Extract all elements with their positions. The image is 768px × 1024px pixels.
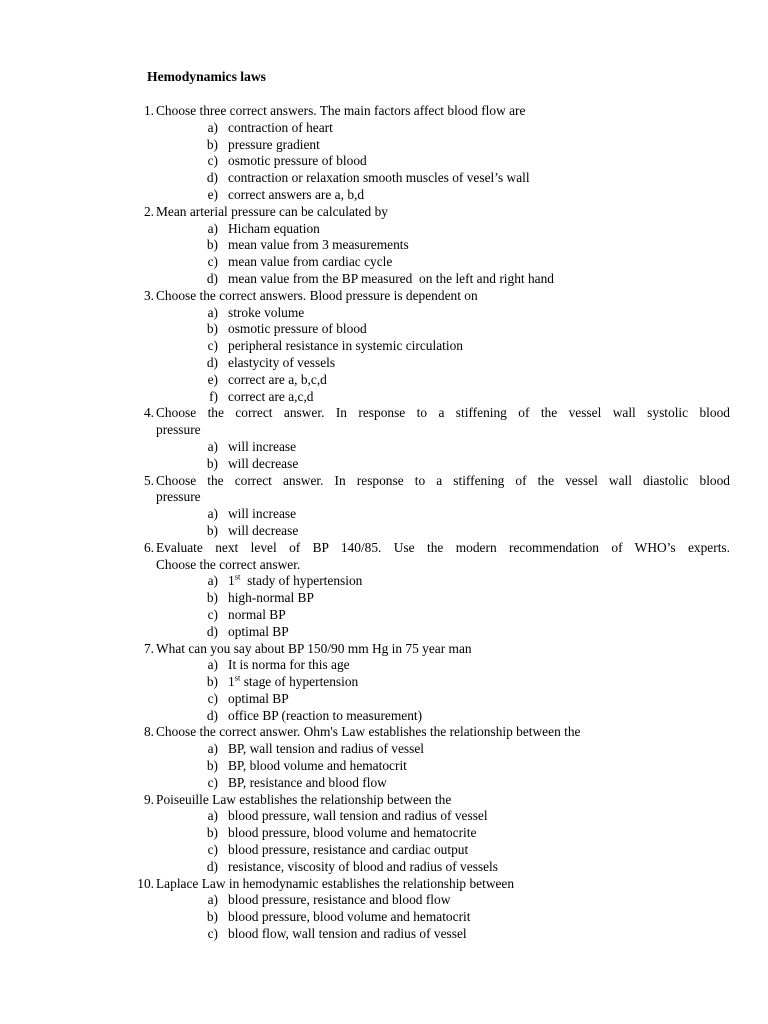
option-text: contraction of heart bbox=[228, 119, 333, 135]
option-letter: b) bbox=[206, 825, 218, 841]
option-letter: b) bbox=[206, 674, 218, 690]
option-text: blood pressure, blood volume and hematocrit bbox=[228, 909, 471, 925]
question-line bbox=[0, 557, 768, 574]
option-letter: b) bbox=[206, 321, 218, 337]
option-text: BP, resistance and blood flow bbox=[228, 774, 387, 790]
option-letter: a) bbox=[207, 741, 218, 757]
document-title: Hemodynamics laws bbox=[147, 69, 266, 84]
option-letter: b) bbox=[206, 237, 218, 253]
question-line bbox=[0, 540, 768, 557]
question-line bbox=[0, 724, 768, 741]
option-text: stroke volume bbox=[228, 304, 305, 320]
option-text: correct are a,c,d bbox=[228, 388, 314, 404]
option-text: blood pressure, resistance and cardiac output bbox=[228, 842, 469, 858]
answer-option bbox=[0, 825, 768, 842]
answer-option bbox=[0, 573, 768, 590]
answer-option bbox=[0, 153, 768, 170]
answer-option bbox=[0, 120, 768, 137]
answer-option bbox=[0, 321, 768, 338]
question-list bbox=[0, 103, 768, 943]
option-letter: a) bbox=[207, 506, 218, 522]
option-text: will decrease bbox=[228, 455, 299, 471]
option-text: mean value from 3 measurements bbox=[228, 237, 409, 253]
answer-option bbox=[0, 305, 768, 322]
option-text: normal BP bbox=[228, 606, 286, 622]
option-letter: a) bbox=[207, 657, 218, 673]
answer-option bbox=[0, 271, 768, 288]
question-text: Mean arterial pressure can be calculated by bbox=[156, 203, 388, 219]
question-text: Poiseuille Law establishes the relationship between the bbox=[156, 791, 452, 807]
option-letter: c) bbox=[207, 690, 218, 706]
option-letter: b) bbox=[206, 758, 218, 774]
option-text: mean value from cardiac cycle bbox=[228, 254, 393, 270]
option-letter: a) bbox=[207, 438, 218, 454]
option-text: osmotic pressure of blood bbox=[228, 153, 367, 169]
question-line bbox=[0, 288, 768, 305]
option-text: high-normal BP bbox=[228, 590, 314, 606]
question-number: 9. bbox=[143, 791, 154, 807]
question-number: 6. bbox=[143, 539, 154, 555]
answer-option bbox=[0, 674, 768, 691]
answer-option bbox=[0, 355, 768, 372]
answer-option bbox=[0, 859, 768, 876]
question-line bbox=[0, 792, 768, 809]
option-letter: c) bbox=[207, 606, 218, 622]
answer-option bbox=[0, 590, 768, 607]
question-line bbox=[0, 876, 768, 893]
option-text: BP, blood volume and hematocrit bbox=[228, 758, 407, 774]
answer-option bbox=[0, 338, 768, 355]
option-text: contraction or relaxation smooth muscles of vesel’s wall bbox=[228, 170, 530, 186]
question-2 bbox=[0, 204, 768, 288]
option-text: osmotic pressure of blood bbox=[228, 321, 367, 337]
option-letter: a) bbox=[207, 220, 218, 236]
answer-option bbox=[0, 523, 768, 540]
question-text: Choose the correct answer. In response to a stiffening of the vessel wall diastolic blood bbox=[156, 472, 730, 488]
question-number: 3. bbox=[143, 287, 154, 303]
question-5 bbox=[0, 473, 768, 540]
option-letter: c) bbox=[207, 153, 218, 169]
option-letter: a) bbox=[207, 304, 218, 320]
answer-option bbox=[0, 909, 768, 926]
question-number: 8. bbox=[143, 724, 154, 740]
answer-option bbox=[0, 187, 768, 204]
answer-option bbox=[0, 372, 768, 389]
option-text: correct are a, b,c,d bbox=[228, 371, 327, 387]
answer-option bbox=[0, 808, 768, 825]
option-text: blood flow, wall tension and radius of vessel bbox=[228, 926, 467, 942]
answer-option bbox=[0, 624, 768, 641]
option-text: elastycity of vessels bbox=[228, 354, 336, 370]
ordinal-suffix: st bbox=[234, 672, 241, 683]
option-letter: b) bbox=[206, 909, 218, 925]
answer-option bbox=[0, 237, 768, 254]
option-letter: b) bbox=[206, 455, 218, 471]
option-text: will increase bbox=[228, 506, 297, 522]
answer-option bbox=[0, 741, 768, 758]
answer-option bbox=[0, 892, 768, 909]
option-rest-text: stady of hypertension bbox=[240, 573, 363, 589]
option-letter: c) bbox=[207, 926, 218, 942]
option-letter: b) bbox=[206, 136, 218, 152]
answer-option bbox=[0, 506, 768, 523]
question-text: Choose three correct answers. The main factors affect blood flow are bbox=[156, 103, 526, 118]
answer-option bbox=[0, 439, 768, 456]
option-rest-text: stage of hypertension bbox=[240, 674, 359, 690]
option-letter: c) bbox=[207, 774, 218, 790]
question-6 bbox=[0, 540, 768, 641]
option-text: blood pressure, blood volume and hematocrite bbox=[228, 825, 477, 841]
option-letter: d) bbox=[206, 858, 218, 874]
question-line bbox=[0, 103, 768, 120]
ordinal-suffix: st bbox=[234, 571, 241, 582]
question-7 bbox=[0, 641, 768, 725]
ordinal-number: 1 bbox=[228, 573, 235, 589]
option-letter: d) bbox=[206, 354, 218, 370]
option-letter: d) bbox=[206, 707, 218, 723]
option-text: optimal BP bbox=[228, 690, 289, 706]
option-letter: f) bbox=[209, 388, 218, 404]
question-3 bbox=[0, 288, 768, 406]
question-line bbox=[0, 422, 768, 439]
option-text: resistance, viscosity of blood and radius of vessels bbox=[228, 858, 498, 874]
option-letter: b) bbox=[206, 522, 218, 538]
ordinal-number: 1 bbox=[228, 674, 235, 690]
question-text: Choose the correct answers. Blood pressure is dependent on bbox=[156, 287, 478, 303]
option-text bbox=[228, 573, 362, 588]
question-text: Choose the correct answer. bbox=[156, 556, 301, 572]
option-text: peripheral resistance in systemic circulation bbox=[228, 338, 463, 354]
question-number: 10. bbox=[137, 875, 154, 891]
option-letter: a) bbox=[207, 119, 218, 135]
question-line bbox=[0, 204, 768, 221]
option-text: blood pressure, resistance and blood flow bbox=[228, 892, 451, 908]
answer-option bbox=[0, 657, 768, 674]
question-number: 4. bbox=[143, 405, 154, 421]
option-letter: a) bbox=[207, 573, 218, 589]
answer-option bbox=[0, 170, 768, 187]
option-text: It is norma for this age bbox=[228, 657, 350, 673]
question-text: pressure bbox=[156, 489, 201, 505]
question-line bbox=[0, 489, 768, 506]
option-letter: c) bbox=[207, 338, 218, 354]
answer-option bbox=[0, 758, 768, 775]
option-letter: c) bbox=[207, 254, 218, 270]
option-text: will decrease bbox=[228, 522, 299, 538]
option-letter: e) bbox=[207, 371, 218, 387]
question-text: Choose the correct answer. Ohm's Law establishes the relationship between the bbox=[156, 724, 581, 740]
option-text: will increase bbox=[228, 438, 297, 454]
question-10 bbox=[0, 876, 768, 943]
option-letter: e) bbox=[207, 186, 218, 202]
question-1 bbox=[0, 103, 768, 204]
question-9 bbox=[0, 792, 768, 876]
option-text: Hicham equation bbox=[228, 220, 320, 236]
answer-option bbox=[0, 221, 768, 238]
option-letter: d) bbox=[206, 623, 218, 639]
option-text: correct answers are a, b,d bbox=[228, 186, 365, 202]
option-text: mean value from the BP measured on the left and right hand bbox=[228, 270, 554, 286]
answer-option bbox=[0, 456, 768, 473]
question-line bbox=[0, 473, 768, 490]
question-number: 5. bbox=[143, 472, 154, 488]
answer-option bbox=[0, 926, 768, 943]
question-4 bbox=[0, 405, 768, 472]
answer-option bbox=[0, 691, 768, 708]
question-line bbox=[0, 641, 768, 658]
answer-option bbox=[0, 254, 768, 271]
option-text bbox=[228, 674, 358, 689]
option-text: BP, wall tension and radius of vessel bbox=[228, 741, 425, 757]
option-letter: c) bbox=[207, 842, 218, 858]
question-number: 7. bbox=[143, 640, 154, 656]
question-text: pressure bbox=[156, 422, 201, 438]
option-text: office BP (reaction to measurement) bbox=[228, 707, 423, 723]
option-text: optimal BP bbox=[228, 623, 289, 639]
answer-option bbox=[0, 842, 768, 859]
question-number: 1. bbox=[143, 103, 154, 118]
question-text: Evaluate next level of BP 140/85. Use the modern recommendation of WHO’s experts. bbox=[156, 539, 730, 555]
option-letter: d) bbox=[206, 270, 218, 286]
answer-option bbox=[0, 607, 768, 624]
question-8 bbox=[0, 724, 768, 791]
answer-option bbox=[0, 775, 768, 792]
option-letter: a) bbox=[207, 892, 218, 908]
answer-option bbox=[0, 708, 768, 725]
option-letter: b) bbox=[206, 590, 218, 606]
answer-option bbox=[0, 137, 768, 154]
question-text: What can you say about BP 150/90 mm Hg in 75 year man bbox=[156, 640, 472, 656]
question-text: Choose the correct answer. In response to a stiffening of the vessel wall systolic blood bbox=[156, 405, 730, 421]
option-text: blood pressure, wall tension and radius of vessel bbox=[228, 808, 488, 824]
option-letter: a) bbox=[207, 808, 218, 824]
option-text: pressure gradient bbox=[228, 136, 320, 152]
answer-option bbox=[0, 389, 768, 406]
question-text: Laplace Law in hemodynamic establishes the relationship between bbox=[156, 875, 515, 891]
question-number: 2. bbox=[143, 203, 154, 219]
question-line bbox=[0, 405, 768, 422]
option-letter: d) bbox=[206, 170, 218, 186]
